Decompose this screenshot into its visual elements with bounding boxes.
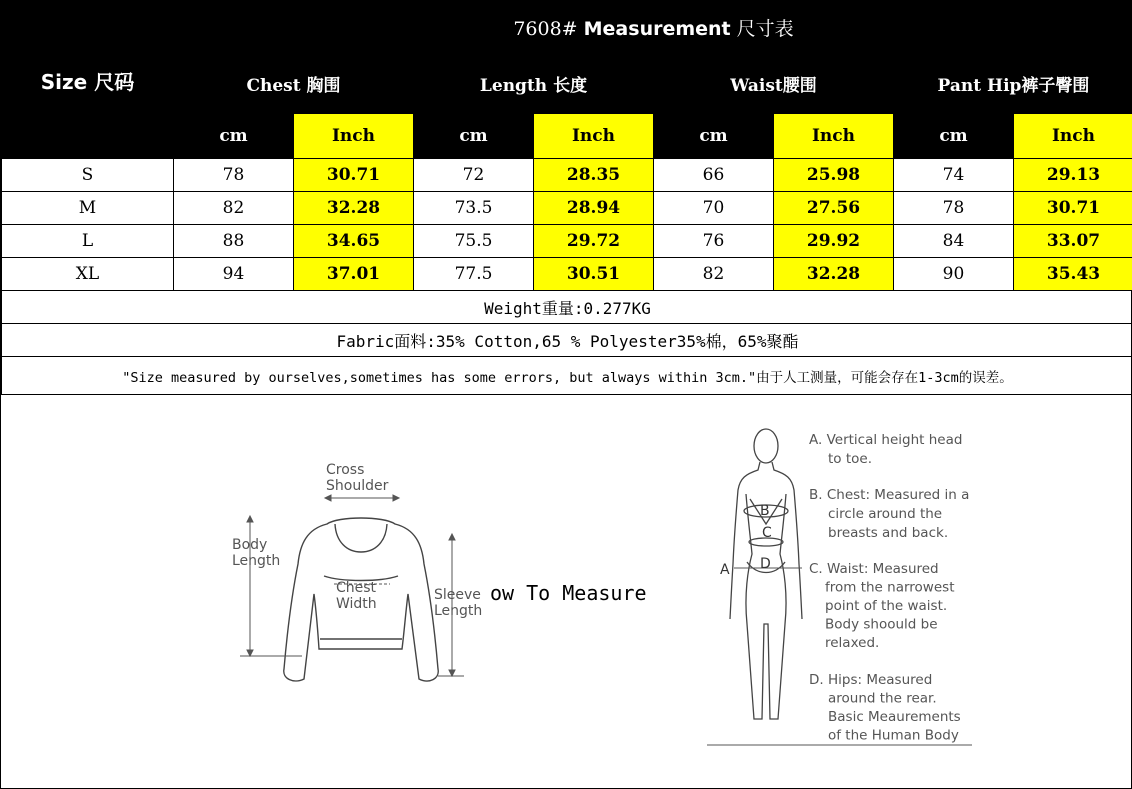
- cm-value-cell: 72: [414, 159, 534, 192]
- unit-cm-header: cm: [414, 114, 534, 159]
- size-row: [2, 159, 1132, 192]
- pant-hip-header: Pant Hip裤子臀围: [894, 54, 1132, 114]
- inch-value-cell: 34.65: [294, 225, 414, 258]
- inch-value-cell: 32.28: [774, 258, 894, 291]
- inch-value-cell: 27.56: [774, 192, 894, 225]
- cm-value-cell: 77.5: [414, 258, 534, 291]
- sleeve-length-label: Sleeve Length: [434, 587, 483, 619]
- inch-value-cell: 28.94: [534, 192, 654, 225]
- inch-value-cell: 30.71: [1014, 192, 1132, 225]
- human-body-outline: [730, 429, 802, 719]
- unit-cm-header: cm: [894, 114, 1014, 159]
- chest-header: Chest 胸围: [174, 54, 414, 114]
- svg-text:B. Chest: Measured in acircle: B. Chest: Measured in a circle around the breasts and back.: [809, 487, 970, 541]
- cm-value-cell: 75.5: [414, 225, 534, 258]
- unit-cm-header: cm: [654, 114, 774, 159]
- weight-row: Weight重量:0.277KG: [2, 291, 1132, 324]
- inch-value-cell: 28.35: [534, 159, 654, 192]
- cm-value-cell: 94: [174, 258, 294, 291]
- inch-value-cell: 37.01: [294, 258, 414, 291]
- size-cell: L: [2, 225, 174, 258]
- cm-value-cell: 73.5: [414, 192, 534, 225]
- unit-inch-header: Inch: [1014, 114, 1132, 159]
- size-header: Size 尺码: [2, 2, 174, 159]
- svg-text:D. Hips: Measuredaround the re: D. Hips: Measured around the rear. Basic Meaurements of the Human Body: [809, 672, 961, 744]
- unit-cm-header: cm: [174, 114, 294, 159]
- letter-b: B: [760, 503, 770, 519]
- cm-value-cell: 76: [654, 225, 774, 258]
- size-row: [2, 192, 1132, 225]
- unit-inch-header: Inch: [774, 114, 894, 159]
- cm-value-cell: 82: [654, 258, 774, 291]
- cm-value-cell: 78: [894, 192, 1014, 225]
- unit-inch-header: Inch: [534, 114, 654, 159]
- size-cell: M: [2, 192, 174, 225]
- inch-value-cell: 25.98: [774, 159, 894, 192]
- cm-value-cell: 88: [174, 225, 294, 258]
- how-to-measure-label: ow To Measure: [490, 581, 647, 605]
- waist-header: Waist腰围: [654, 54, 894, 114]
- cm-value-cell: 66: [654, 159, 774, 192]
- cm-value-cell: 82: [174, 192, 294, 225]
- inch-value-cell: 35.43: [1014, 258, 1132, 291]
- inch-value-cell: 29.92: [774, 225, 894, 258]
- body-notes: [809, 432, 969, 744]
- cm-value-cell: 74: [894, 159, 1014, 192]
- chest-width-label: Chest Width: [336, 580, 377, 612]
- letter-a: A: [720, 562, 730, 578]
- length-header: Length 长度: [414, 54, 654, 114]
- size-row: [2, 258, 1132, 291]
- cm-value-cell: 70: [654, 192, 774, 225]
- measurement-note: "Size measured by ourselves,sometimes has some errors, but always within 3cm."由于人工测量，可能会存在1-3cm的误差。: [2, 357, 1132, 395]
- letter-c: C: [762, 525, 772, 541]
- table-title: 7608# Measurement 尺寸表: [174, 2, 1132, 54]
- size-table: [1, 1, 1132, 395]
- size-cell: S: [2, 159, 174, 192]
- inch-value-cell: 30.51: [534, 258, 654, 291]
- inch-value-cell: 29.13: [1014, 159, 1132, 192]
- inch-value-cell: 33.07: [1014, 225, 1132, 258]
- body-length-label: Body Length: [232, 537, 281, 569]
- inch-value-cell: 32.28: [294, 192, 414, 225]
- cross-shoulder-label: Cross Shoulder: [326, 462, 389, 494]
- inch-value-cell: 29.72: [534, 225, 654, 258]
- size-row: [2, 225, 1132, 258]
- size-cell: XL: [2, 258, 174, 291]
- fabric-row: Fabric面料:35% Cotton,65 % Polyester35%棉，65%聚酯: [2, 324, 1132, 357]
- letter-d: D: [760, 556, 771, 572]
- svg-text:A. Vertical height headto toe.: A. Vertical height head to toe.: [809, 432, 963, 467]
- cm-value-cell: 84: [894, 225, 1014, 258]
- inch-value-cell: 30.71: [294, 159, 414, 192]
- cm-value-cell: 78: [174, 159, 294, 192]
- svg-text:C. Waist: Measuredfrom the nar: C. Waist: Measured from the narrowest point of the waist. Body shoould be relaxed.: [809, 561, 955, 651]
- unit-inch-header: Inch: [294, 114, 414, 159]
- cm-value-cell: 90: [894, 258, 1014, 291]
